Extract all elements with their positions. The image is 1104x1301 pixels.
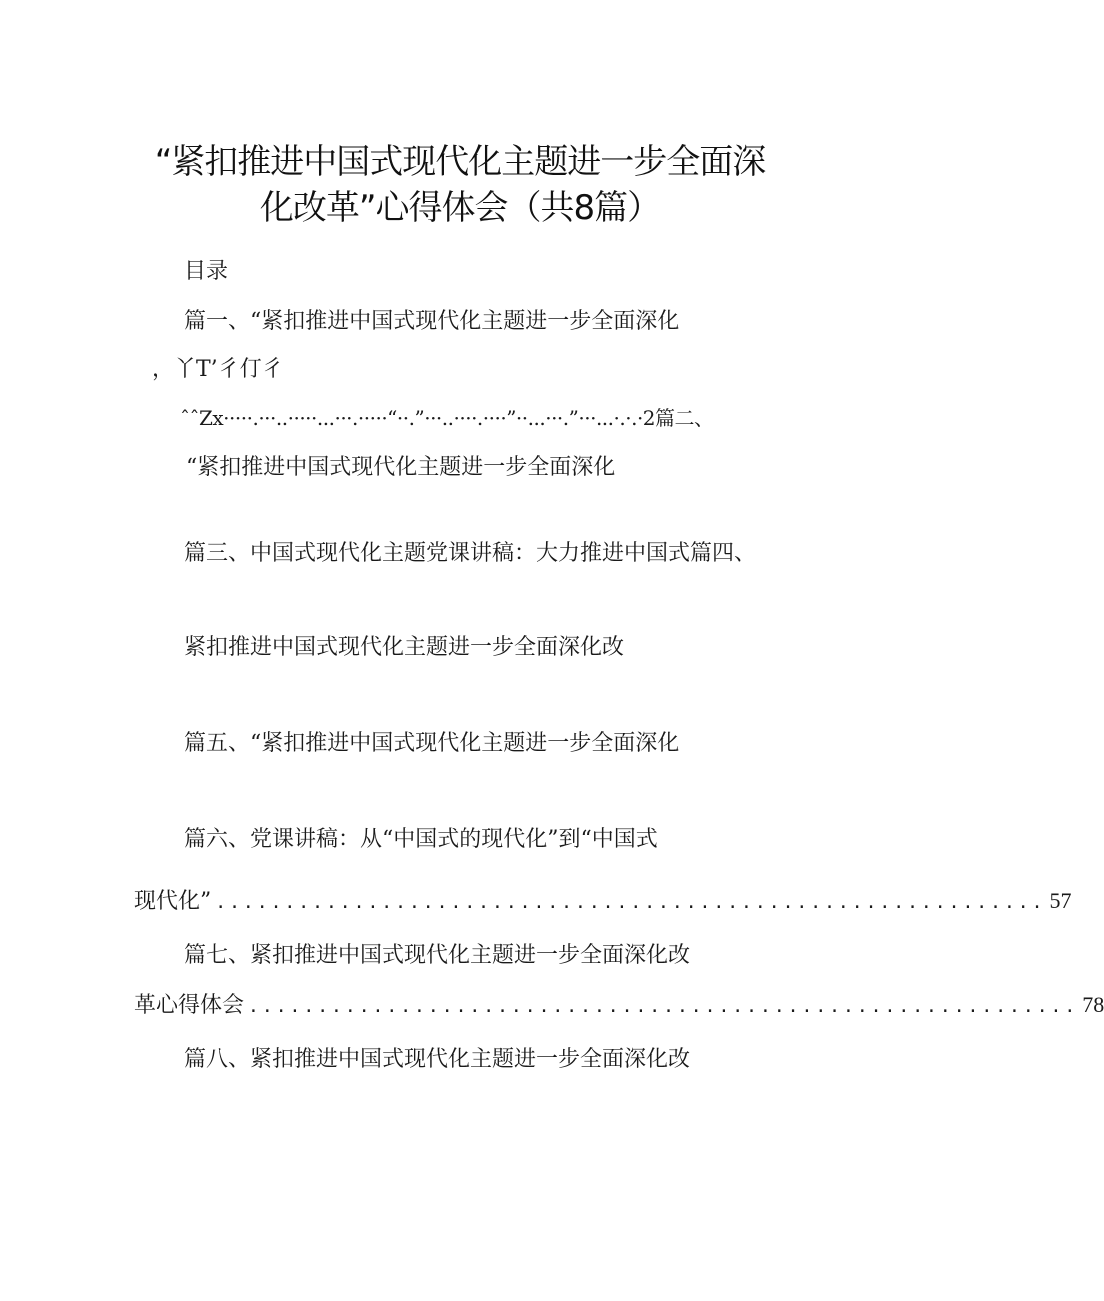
toc-entry-text: 革心得体会	[134, 993, 245, 1018]
toc-entry-6: 篇六、党课讲稿：从“中国式的现代化”到“中国式	[184, 827, 658, 852]
dot-leader: ............................................................	[215, 892, 1046, 913]
toc-entry-text: 现代化”	[134, 889, 212, 914]
toc-entry-4: 紧扣推进中国式现代化主题进一步全面深化改	[184, 635, 625, 660]
toc-entry-7-continuation	[134, 988, 1104, 1019]
dot-leader: ............................................................	[248, 996, 1079, 1017]
page-number: 78	[1082, 992, 1104, 1017]
document-title-line-2: 化改革”心得体会（共8篇）	[259, 188, 661, 228]
toc-entry-1-leader-line: ˆˆZx·····.···..·····...···.·····“··.”···..····.····”··...···.”···...·.·.·2篇二、	[180, 406, 714, 430]
document-title-line-1: “紧扣推进中国式现代化主题进一步全面深	[154, 142, 766, 182]
toc-entry-1: 篇一、“紧扣推进中国式现代化主题进一步全面深化	[184, 309, 680, 334]
toc-entry-8: 篇八、紧扣推进中国式现代化主题进一步全面深化改	[184, 1047, 691, 1072]
toc-entry-6-continuation	[134, 884, 1072, 915]
toc-entry-5: 篇五、“紧扣推进中国式现代化主题进一步全面深化	[184, 731, 680, 756]
toc-entry-7: 篇七、紧扣推进中国式现代化主题进一步全面深化改	[184, 943, 691, 968]
toc-entry-2: “紧扣推进中国式现代化主题进一步全面深化	[186, 455, 616, 480]
toc-heading: 目录	[184, 259, 229, 284]
page-number: 57	[1049, 888, 1072, 913]
toc-entry-1-garbled: ，丫T’彳仃彳	[152, 357, 284, 382]
toc-entry-3: 篇三、中国式现代化主题党课讲稿：大力推进中国式篇四、	[184, 541, 757, 566]
